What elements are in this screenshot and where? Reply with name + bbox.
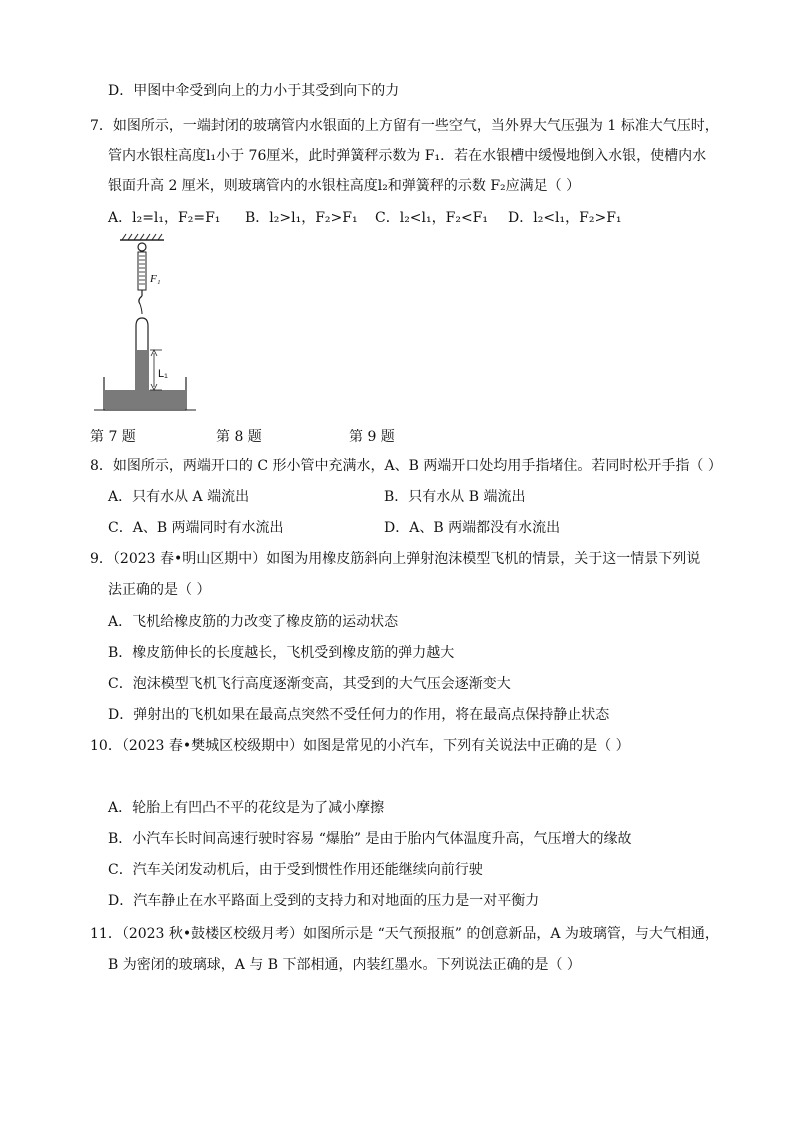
height-label: L₁ bbox=[158, 368, 168, 380]
q9-option-d: D．弹射出的飞机如果在最高点突然不受任何力的作用，将在最高点保持静止状态 bbox=[108, 707, 610, 723]
q7-stem-line3: 银面升高 2 厘米，则玻璃管内的水银柱高度l₂和弹簧秤的示数 F₂应满足（ ） bbox=[108, 178, 581, 194]
caption-q7: 第 7 题 bbox=[90, 429, 136, 445]
q10-option-c: C．汽车关闭发动机后，由于受到惯性作用还能继续向前行驶 bbox=[108, 862, 483, 878]
q8-option-c: C．A、B 两端同时有水流出 bbox=[108, 520, 284, 536]
caption-q8: 第 8 题 bbox=[216, 429, 262, 445]
spring-scale-diagram bbox=[90, 232, 200, 417]
q9-option-c: C．泡沫模型飞机飞行高度逐渐变高，其受到的大气压会逐渐变大 bbox=[108, 676, 511, 692]
q8-option-a: A．只有水从 A 端流出 bbox=[108, 489, 250, 505]
q8-option-b: B．只有水从 B 端流出 bbox=[384, 489, 526, 505]
q9-stem-line1: 9．（2023 春•明山区期中）如图为用橡皮筋斜向上弹射泡沫模型飞机的情景，关于这一情景下列说 bbox=[90, 551, 701, 567]
q9-option-b: B．橡皮筋伸长的长度越长，飞机受到橡皮筋的弹力越大 bbox=[108, 645, 455, 661]
q7-option-c: C．l₂<l₁，F₂<F₁ bbox=[375, 210, 489, 226]
q10-option-d: D．汽车静止在水平路面上受到的支持力和对地面的压力是一对平衡力 bbox=[108, 893, 540, 909]
q7-option-d: D．l₂<l₁，F₂>F₁ bbox=[508, 210, 622, 226]
q10-option-b: B．小汽车长时间高速行驶时容易 “爆胎” 是由于胎内气体温度升高，气压增大的缘故 bbox=[108, 831, 632, 847]
q9-option-a: A．飞机给橡皮筋的力改变了橡皮筋的运动状态 bbox=[108, 614, 399, 630]
q7-stem-line1: 7．如图所示，一端封闭的玻璃管内水银面的上方留有一些空气，当外界大气压强为 1 标准大气压时， bbox=[90, 118, 719, 134]
q7-figure bbox=[90, 232, 200, 417]
q10-option-a: A．轮胎上有凹凸不平的花纹是为了减小摩擦 bbox=[108, 800, 385, 816]
caption-q9: 第 9 题 bbox=[349, 429, 395, 445]
force-label: F₁ bbox=[150, 273, 161, 285]
q7-option-a: A．l₂=l₁，F₂=F₁ bbox=[108, 210, 221, 226]
q7-option-b: B．l₂>l₁，F₂>F₁ bbox=[245, 210, 358, 226]
q7-stem-line2: 管内水银柱高度l₁小于 76厘米，此时弹簧秤示数为 F₁．若在水银槽中缓慢地倒入水银，使槽内水 bbox=[108, 148, 707, 164]
q8-stem: 8．如图所示，两端开口的 C 形小管中充满水，A、B 两端开口处均用手指堵住。若同时松开手指（ ） bbox=[90, 458, 722, 474]
q11-stem-line2: B 为密闭的玻璃球，A 与 B 下部相通，内装红墨水。下列说法正确的是（ ） bbox=[108, 957, 581, 973]
q10-stem: 10．（2023 春•樊城区校级期中）如图是常见的小汽车，下列有关说法中正确的是（ ） bbox=[90, 738, 630, 754]
q6-option-d: D．甲图中伞受到向上的力小于其受到向下的力 bbox=[108, 83, 400, 99]
q8-option-d: D．A、B 两端都没有水流出 bbox=[384, 520, 561, 536]
q9-stem-line2: 法正确的是（ ） bbox=[108, 582, 211, 598]
q11-stem-line1: 11．（2023 秋•鼓楼区校级月考）如图所示是 “天气预报瓶” 的创意新品，A 为玻璃管，与大气相通， bbox=[90, 926, 719, 942]
